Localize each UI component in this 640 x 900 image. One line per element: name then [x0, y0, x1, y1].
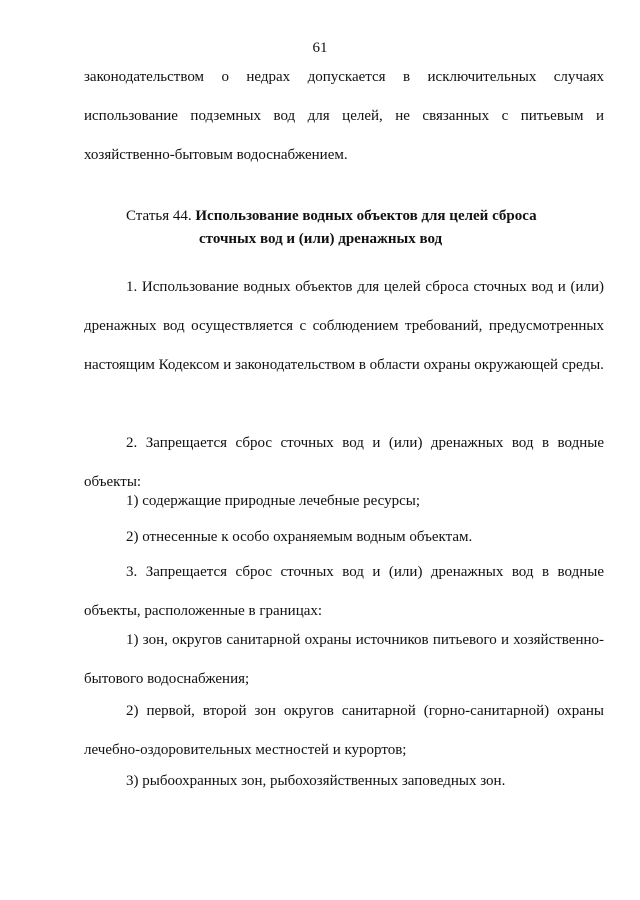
intro-paragraph: законодательством о недрах допускается в исключительных случаях использование подземных вод для целей, не связанных с питьевым и хозяйственно-бытовым водоснабжением.: [84, 69, 604, 163]
paragraph-1: 1. Использование водных объектов для целей сброса сточных вод и (или) дренажных вод осуществляется с соблюдением требований, предусмотренных настоящим Кодексом и законодательством в области охраны окружающей среды.: [84, 279, 604, 373]
paragraph-3-item-3: 3) рыбоохранных зон, рыбохозяйственных заповедных зон.: [126, 773, 506, 789]
article-heading: [84, 205, 604, 251]
page-number: 61: [312, 40, 328, 56]
paragraph-2-item-2: 2) отнесенные к особо охраняемым водным объектам.: [126, 529, 473, 545]
paragraph-3-item-1: 1) зон, округов санитарной охраны источников питьевого и хозяйственно-бытового водоснабжения;: [84, 632, 604, 687]
paragraph-2: 2. Запрещается сброс сточных вод и (или) дренажных вод в водные объекты:: [84, 435, 604, 490]
article-title-line1: Использование водных объектов для целей сброса: [195, 208, 537, 224]
article-title-line2: сточных вод и (или) дренажных вод: [199, 231, 443, 247]
paragraph-3: 3. Запрещается сброс сточных вод и (или) дренажных вод в водные объекты, расположенные в границах:: [84, 564, 604, 619]
article-number: Статья 44.: [126, 208, 192, 224]
paragraph-2-item-1: 1) содержащие природные лечебные ресурсы;: [126, 493, 421, 509]
paragraph-3-item-2: 2) первой, второй зон округов санитарной (горно-санитарной) охраны лечебно-оздоровительных местностей и курортов;: [84, 703, 604, 758]
article-heading-line1: [84, 205, 604, 228]
